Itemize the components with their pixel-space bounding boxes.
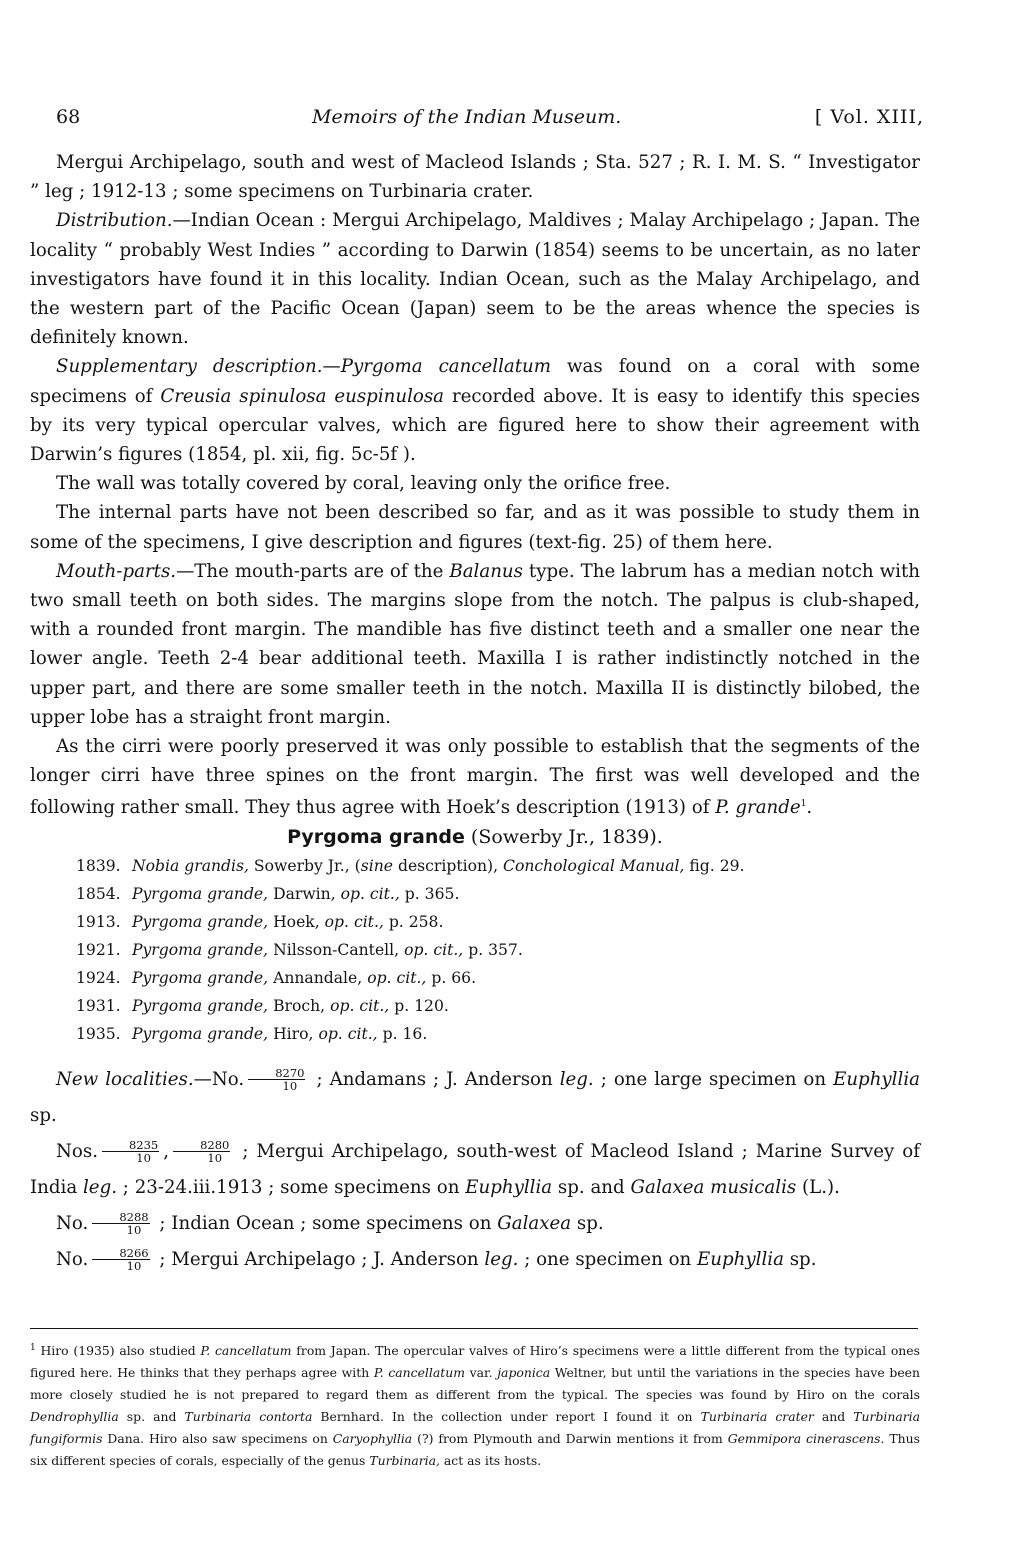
citation: op. cit., bbox=[340, 884, 400, 903]
text-run: Hiro, bbox=[268, 1024, 319, 1043]
text-run: Sowerby Jr., ( bbox=[248, 856, 361, 875]
text-run: sp. bbox=[30, 1104, 57, 1126]
register-numerator: 8288 bbox=[92, 1211, 149, 1224]
register-numerator: 8266 bbox=[92, 1247, 149, 1260]
text-run: description), bbox=[393, 856, 504, 875]
text-run: and bbox=[813, 1409, 854, 1425]
text-run: p. 357. bbox=[463, 940, 523, 959]
species-heading bbox=[30, 823, 920, 852]
text-run: Dana. Hiro also saw specimens on bbox=[102, 1431, 333, 1447]
text-run: ; one large specimen on bbox=[593, 1068, 834, 1090]
synonymy-entry bbox=[76, 1020, 920, 1048]
register-number bbox=[248, 1067, 305, 1092]
locality-entry bbox=[30, 1206, 920, 1242]
synonymy-year: 1913. bbox=[76, 912, 121, 931]
register-denominator: 10 bbox=[282, 1079, 298, 1094]
variety-name: japonica bbox=[497, 1365, 551, 1381]
genus-name: Dendrophyllia bbox=[30, 1409, 119, 1425]
register-number bbox=[102, 1139, 159, 1164]
citation: op. cit., bbox=[324, 912, 384, 931]
heading-species-name: Pyrgoma grande bbox=[287, 825, 465, 848]
genus-name: Euphyllia bbox=[833, 1068, 920, 1090]
locality-entry: Nos. $\frac{8235}{10}$ , $\frac{8280}{10}$ ; Mergui Archipelago, south-west of Macleod Island ; Marine Survey of India leg. ; 23-24.iii.1913 ; some specimens on Euphyllia sp. and Galaxea musicalis (L.). bbox=[30, 1138, 920, 1198]
footnote-marker: 1 bbox=[30, 1343, 36, 1353]
genus-name: Euphyllia bbox=[697, 1248, 784, 1270]
text-run: act as its hosts. bbox=[439, 1453, 542, 1469]
text-run: Weltner, but until the variations in the species have been more closely studied he is not prepared to regard them as different from the typical. The species was found by Hiro on the corals bbox=[30, 1365, 920, 1403]
synonymy-name: Pyrgoma grande, bbox=[132, 884, 269, 903]
register-denominator: 10 bbox=[126, 1223, 142, 1238]
synonymy-name: Pyrgoma grande, bbox=[132, 940, 269, 959]
running-header bbox=[56, 106, 924, 136]
text-run: p. 66. bbox=[426, 968, 477, 987]
register-denominator: 10 bbox=[136, 1151, 151, 1166]
text-run: leg. bbox=[559, 1068, 594, 1090]
localities-label: New localities. bbox=[56, 1068, 194, 1090]
text-run: (?) from Plymouth and Darwin mentions it from bbox=[412, 1431, 728, 1447]
synonymy-list bbox=[30, 852, 920, 1048]
synonymy-name: Nobia grandis, bbox=[132, 856, 249, 875]
locality-entry bbox=[30, 1242, 920, 1278]
text-run: Broch, bbox=[268, 996, 331, 1015]
text-run: p. 365. bbox=[399, 884, 460, 903]
synonymy-year: 1924. bbox=[76, 968, 121, 987]
species-name: Turbinaria contorta bbox=[184, 1409, 313, 1425]
text-run: ; Mergui Archipelago, south-west of Macleod Island ; Marine Survey of India bbox=[30, 1140, 920, 1198]
text-run: No. bbox=[56, 1248, 89, 1270]
synonymy-name: Pyrgoma grande, bbox=[132, 912, 269, 931]
book-title: Conchological Manual, bbox=[503, 856, 685, 875]
citation: op. cit., bbox=[367, 968, 427, 987]
synonymy-entry bbox=[76, 908, 920, 936]
synonymy-entry bbox=[76, 992, 920, 1020]
localities bbox=[30, 1062, 920, 1278]
species-name: Turbinaria crater bbox=[700, 1409, 814, 1425]
synonymy-year: 1854. bbox=[76, 884, 121, 903]
text-run: recorded above. It is easy to identify this species by its very typical opercular valves, which are figured here to show their agreement with Darwin’s figures (1854, pl. xii, fig. 5c-5f ). bbox=[30, 385, 921, 466]
register-number bbox=[173, 1139, 230, 1164]
text-run: ; 23-24.iii.1913 ; some specimens on bbox=[117, 1176, 466, 1198]
text-run: leg. bbox=[484, 1248, 519, 1270]
genus-name: Turbinaria, bbox=[369, 1453, 440, 1469]
supplementary-label: Supplementary description. bbox=[56, 356, 323, 378]
synonymy-name: Pyrgoma grande, bbox=[132, 1024, 269, 1043]
text-run: Annandale, bbox=[268, 968, 368, 987]
text-run: sp. bbox=[783, 1248, 817, 1270]
text-run: fig. 29. bbox=[684, 856, 745, 875]
text-run: Hoek, bbox=[268, 912, 325, 931]
register-numerator: 8280 bbox=[173, 1139, 230, 1152]
text-run: from Japan. The opercular valves of Hiro’s specimens were a little different from the typical ones figured here. He thinks that they perhaps agree with bbox=[30, 1343, 920, 1381]
volume-label: [ Vol. XIII, bbox=[814, 106, 924, 128]
text-run: ; Indian Ocean ; some specimens on bbox=[153, 1212, 498, 1234]
footnote-marker: 1 bbox=[800, 799, 807, 810]
text-run: . bbox=[806, 797, 813, 819]
paragraph-wall: The wall was totally covered by coral, leaving only the orifice free. bbox=[56, 473, 671, 495]
text-run: p. 258. bbox=[383, 912, 444, 931]
synonymy-year: 1839. bbox=[76, 856, 121, 875]
paragraph-cirri bbox=[30, 732, 920, 823]
text-run: p. 16. bbox=[377, 1024, 428, 1043]
genus-name: Galaxea bbox=[497, 1212, 572, 1234]
species-name: P. cancellatum bbox=[373, 1365, 465, 1381]
text-run: —No. bbox=[193, 1068, 245, 1090]
text-run: Bernhard. In the collection under report I found it on bbox=[312, 1409, 701, 1425]
text-run: leg. bbox=[82, 1176, 117, 1198]
text-run: Hiro (1935) also studied bbox=[35, 1343, 201, 1359]
synonymy-year: 1931. bbox=[76, 996, 121, 1015]
species-name: Gemmipora cinerascens. bbox=[727, 1431, 885, 1447]
paragraph-internal-parts: The internal parts have not been described so far, and as it was possible to study them in some of the specimens, I give description and figures (text-fig. 25) of them here. bbox=[30, 502, 920, 553]
footnote-rule bbox=[30, 1328, 918, 1329]
journal-title: Memoirs of the Indian Museum. bbox=[312, 106, 622, 128]
register-denominator: 10 bbox=[207, 1151, 223, 1166]
synonymy-name: Pyrgoma grande, bbox=[132, 996, 269, 1015]
synonymy-entry bbox=[76, 936, 920, 964]
text-run: (L.). bbox=[796, 1176, 840, 1198]
citation: op. cit., bbox=[404, 940, 464, 959]
text-run: sp. and bbox=[552, 1176, 631, 1198]
text-run: type. The labrum has a median notch with two small teeth on both sides. The margins slope from the notch. The palpus is club-shaped, with a rounded front margin. The mandible has five distinct teeth and a smaller one near the lower angle. Teeth 2-4 bear additional teeth. Maxilla I is rather indistinctly notched in the upper part, and there are some smaller teeth in the notch. Maxilla II is distinctly bilobed, the upper lobe has a straight front margin. bbox=[30, 560, 921, 728]
species-name: P. grande bbox=[715, 797, 801, 819]
footnote bbox=[30, 1337, 920, 1472]
text-run: —The mouth-parts are of the bbox=[176, 560, 450, 582]
text-run: ; Andamans ; J. Anderson bbox=[309, 1068, 560, 1090]
paragraph-records: Mergui Archipelago, south and west of Macleod Islands ; Sta. 527 ; R. I. M. S. “ Investigator ” leg ; 1912-13 ; some specimens on Turbinaria crater. bbox=[30, 152, 920, 203]
species-name: Pyrgoma cancellatum bbox=[340, 356, 552, 378]
register-numerator: 8270 bbox=[248, 1067, 305, 1080]
text-dash: — bbox=[322, 356, 341, 378]
register-denominator: 10 bbox=[126, 1259, 142, 1274]
synonymy-year: 1921. bbox=[76, 940, 121, 959]
main-text bbox=[30, 148, 920, 1278]
text-run: As the cirri were poorly preserved it was only possible to establish that the segments of the longer cirri have three spines on the front margin. The first was well developed and the following rather small. They thus agree with Hoek’s description (1913) of bbox=[30, 736, 920, 819]
paragraph-supplementary bbox=[30, 352, 920, 469]
species-name: Galaxea musicalis bbox=[630, 1176, 797, 1198]
paragraph-mouth-parts bbox=[30, 557, 920, 732]
register-number bbox=[92, 1247, 149, 1272]
genus-name: Caryophyllia bbox=[332, 1431, 413, 1447]
text-run: Thus six different species of corals, especially of the genus bbox=[30, 1431, 920, 1469]
species-name: Creusia spinulosa euspinulosa bbox=[160, 385, 445, 407]
text-run: sp. and bbox=[118, 1409, 185, 1425]
species-name: Turbinaria fungiformis bbox=[30, 1409, 920, 1447]
heading-author: (Sowerby Jr., 1839). bbox=[464, 825, 663, 848]
synonymy-entry bbox=[76, 852, 920, 880]
text-run: ; Mergui Archipelago ; J. Anderson bbox=[153, 1248, 485, 1270]
register-numerator: 8235 bbox=[102, 1139, 159, 1152]
text-run: No. bbox=[56, 1212, 89, 1234]
distribution-label: Distribution. bbox=[56, 210, 173, 232]
citation: op. cit., bbox=[318, 1024, 378, 1043]
text-run: Nos. bbox=[56, 1140, 98, 1162]
text-run: sp. bbox=[571, 1212, 604, 1234]
register-number bbox=[92, 1211, 149, 1236]
text-run: sine bbox=[360, 856, 393, 875]
locality-entry bbox=[30, 1062, 920, 1134]
citation: op. cit., bbox=[330, 996, 390, 1015]
text-run: Nilsson-Cantell, bbox=[268, 940, 405, 959]
genus-name: Balanus bbox=[449, 560, 523, 582]
mouth-parts-label: Mouth-parts. bbox=[56, 560, 177, 582]
synonymy-entry bbox=[76, 964, 920, 992]
genus-name: Euphyllia bbox=[465, 1176, 553, 1198]
synonymy-year: 1935. bbox=[76, 1024, 121, 1043]
text-run: ; one specimen on bbox=[518, 1248, 698, 1270]
synonymy-name: Pyrgoma grande, bbox=[132, 968, 269, 987]
text-run: Darwin, bbox=[268, 884, 341, 903]
text-run: var. bbox=[464, 1365, 498, 1381]
page-number: 68 bbox=[56, 106, 81, 128]
footnote-text bbox=[30, 1337, 920, 1472]
paragraph-distribution bbox=[30, 206, 920, 352]
synonymy-entry bbox=[76, 880, 920, 908]
distribution-text: —Indian Ocean : Mergui Archipelago, Maldives ; Malay Archipelago ; Japan. The locality “ probably West Indies ” according to Darwin (1854) seems to be uncertain, as no later investigators have found it in this locality. Indian Ocean, such as the Malay Archipelago, and the western part of the Pacific Ocean (Japan) seem to be the areas whence the species is definitely known. bbox=[30, 210, 920, 349]
species-name: P. cancellatum bbox=[200, 1343, 292, 1359]
text-run: was found on a coral with some specimens of bbox=[30, 356, 921, 407]
text-run: p. 120. bbox=[389, 996, 449, 1015]
